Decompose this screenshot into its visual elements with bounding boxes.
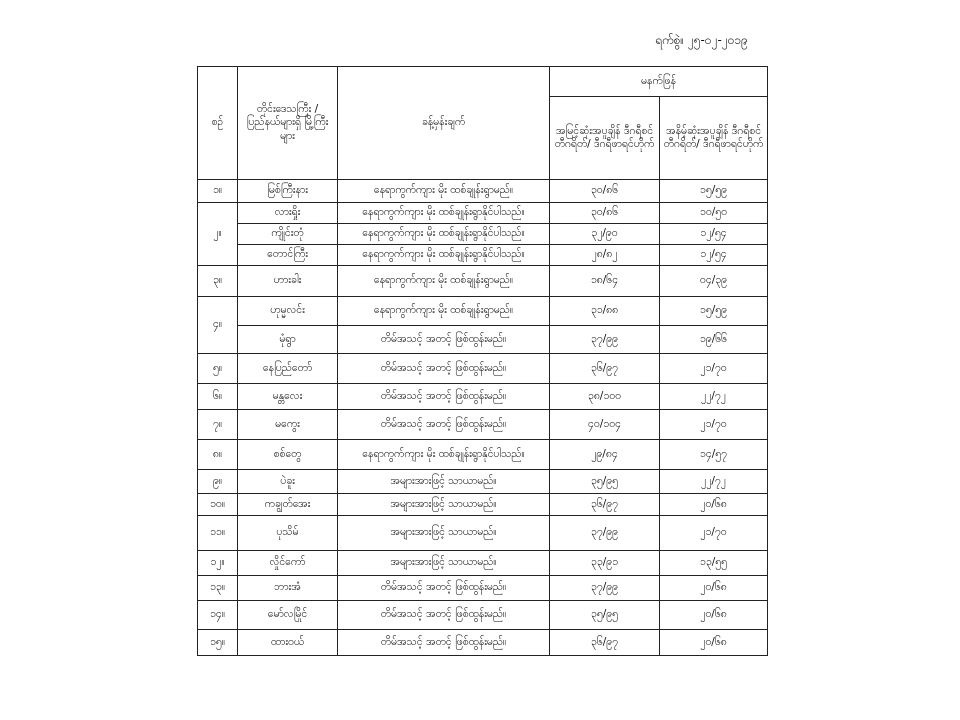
max-temperature: ၃၆/၉၇ — [550, 354, 660, 384]
table-row — [198, 384, 768, 410]
max-temperature: ၁၈/၆၄ — [550, 266, 660, 297]
table-row — [198, 354, 768, 384]
max-temperature: ၃၅/၉၅ — [550, 470, 660, 494]
city-name: မြစ်ကြီးနား — [238, 180, 338, 203]
city-name: နေပြည်တော် — [238, 354, 338, 384]
max-temperature: ၃၂/၉၀ — [550, 224, 660, 245]
city-name: မကွေး — [238, 410, 338, 440]
max-temperature: ၂၈/၈၂ — [550, 245, 660, 266]
min-temperature: ၁၀/၅၀ — [660, 203, 768, 224]
header-region: တိုင်းဒေသကြီး / ပြည်နယ်များရှိ မြို့ကြီးများ — [238, 67, 338, 180]
min-temperature: ၁၉/၆၆ — [660, 326, 768, 354]
row-number: ၄။ — [198, 297, 238, 354]
max-temperature: ၃၈/၁၀၀ — [550, 384, 660, 410]
forecast-text: အများအားဖြင့် သာယာမည်။ — [338, 551, 550, 576]
min-temperature: ၂၀/၆၈ — [660, 601, 768, 630]
city-name: ဘားအံ — [238, 576, 338, 601]
table-body — [198, 180, 768, 656]
city-name: တောင်ကြီး — [238, 245, 338, 266]
row-number: ၁၂။ — [198, 551, 238, 576]
forecast-text: နေရာကွက်ကျား မိုး ထစ်ချုန်းရွာနိုင်ပါသည်။ — [338, 245, 550, 266]
forecast-text: နေရာကွက်ကျား မိုး ထစ်ချုန်းရွာမည်။ — [338, 180, 550, 203]
row-number: ၇။ — [198, 410, 238, 440]
forecast-text: တိမ်အသင့် အတင့် ဖြစ်ထွန်းမည်။ — [338, 410, 550, 440]
table-row — [198, 297, 768, 326]
city-name: လှိုင်ကော် — [238, 551, 338, 576]
forecast-text: တိမ်အသင့် အတင့် ဖြစ်ထွန်းမည်။ — [338, 576, 550, 601]
header-max-temp: အမြင့်ဆုံးအပူချိန် ဒီဂရီစင်တီဂရိတ်/ ဒီဂရီဖာရင်ဟိုက် — [550, 97, 660, 180]
forecast-text: အများအားဖြင့် သာယာမည်။ — [338, 516, 550, 551]
table-header — [198, 67, 768, 180]
max-temperature: ၃၀/၈၆ — [550, 180, 660, 203]
header-tomorrow: မနက်ဖြန် — [550, 67, 768, 97]
city-name: ဟုမ္မလင်း — [238, 297, 338, 326]
forecast-text: နေရာကွက်ကျား မိုး ထစ်ချုန်းရွာနိုင်ပါသည်။ — [338, 224, 550, 245]
min-temperature: ၁၃/၅၅ — [660, 551, 768, 576]
min-temperature: ၁၄/၅၇ — [660, 440, 768, 470]
max-temperature: ၃၇/၉၉ — [550, 576, 660, 601]
table-row — [198, 601, 768, 630]
city-name: ကချွတ်အေး — [238, 494, 338, 516]
city-name: ဟားခါး — [238, 266, 338, 297]
row-number: ၃။ — [198, 266, 238, 297]
city-name: ပုသိမ် — [238, 516, 338, 551]
row-number: ၉။ — [198, 470, 238, 494]
min-temperature: ၂၀/၆၈ — [660, 494, 768, 516]
forecast-text: အများအားဖြင့် သာယာမည်။ — [338, 470, 550, 494]
table-row — [198, 266, 768, 297]
table-row — [198, 630, 768, 656]
forecast-text: တိမ်အသင့် အတင့် ဖြစ်ထွန်းမည်။ — [338, 601, 550, 630]
min-temperature: ၀၄/၃၉ — [660, 266, 768, 297]
forecast-text: တိမ်အသင့် အတင့် ဖြစ်ထွန်းမည်။ — [338, 326, 550, 354]
row-number: ၁၃။ — [198, 576, 238, 601]
min-temperature: ၂၂/၇၂ — [660, 384, 768, 410]
row-number: ၂။ — [198, 203, 238, 266]
table-row — [198, 440, 768, 470]
header-forecast: ခန့်မှန်းချက် — [338, 67, 550, 180]
city-name: မော်လမြိုင် — [238, 601, 338, 630]
table-row — [198, 470, 768, 494]
max-temperature: ၃၃/၉၁ — [550, 551, 660, 576]
min-temperature: ၁၂/၅၄ — [660, 224, 768, 245]
max-temperature: ၃၀/၈၆ — [550, 203, 660, 224]
table-row — [198, 551, 768, 576]
min-temperature: ၂၁/၇၀ — [660, 410, 768, 440]
max-temperature: ၃၁/၈၈ — [550, 297, 660, 326]
min-temperature: ၂၀/၆၈ — [660, 630, 768, 656]
row-number: ၆။ — [198, 384, 238, 410]
forecast-text: အများအားဖြင့် သာယာမည်။ — [338, 494, 550, 516]
header-no: စဉ် — [198, 67, 238, 180]
city-name: စစ်တွေ — [238, 440, 338, 470]
city-name: ပဲခူး — [238, 470, 338, 494]
table-row — [198, 516, 768, 551]
row-number: ၅။ — [198, 354, 238, 384]
min-temperature: ၂၀/၆၈ — [660, 576, 768, 601]
table-row — [198, 224, 768, 245]
table-row — [198, 180, 768, 203]
row-number: ၁၁။ — [198, 516, 238, 551]
max-temperature: ၃၆/၉၇ — [550, 630, 660, 656]
table-row — [198, 326, 768, 354]
city-name: မန္တလေး — [238, 384, 338, 410]
city-name: ကျိုင်းတုံ — [238, 224, 338, 245]
forecast-text: တိမ်အသင့် အတင့် ဖြစ်ထွန်းမည်။ — [338, 354, 550, 384]
row-number: ၁၅။ — [198, 630, 238, 656]
forecast-text: တိမ်အသင့် အတင့် ဖြစ်ထွန်းမည်။ — [338, 384, 550, 410]
row-number: ၁။ — [198, 180, 238, 203]
min-temperature: ၂၁/၇၀ — [660, 354, 768, 384]
table-row — [198, 410, 768, 440]
min-temperature: ၁၅/၅၉ — [660, 180, 768, 203]
row-number: ၁၀။ — [198, 494, 238, 516]
row-number: ၈။ — [198, 440, 238, 470]
table-row — [198, 245, 768, 266]
min-temperature: ၂၁/၇၀ — [660, 516, 768, 551]
document-date: ရက်စွဲ။ ၂၅-၀၂-၂၀၁၉ — [655, 33, 748, 47]
table-row — [198, 494, 768, 516]
min-temperature: ၁၂/၅၄ — [660, 245, 768, 266]
forecast-text: နေရာကွက်ကျား မိုး ထစ်ချုန်းရွာမည်။ — [338, 297, 550, 326]
forecast-text: နေရာကွက်ကျား မိုး ထစ်ချုန်းရွာနိုင်ပါသည်။ — [338, 203, 550, 224]
row-number: ၁၄။ — [198, 601, 238, 630]
min-temperature: ၁၅/၅၉ — [660, 297, 768, 326]
min-temperature: ၂၂/၇၂ — [660, 470, 768, 494]
forecast-text: တိမ်အသင့် အတင့် ဖြစ်ထွန်းမည်။ — [338, 630, 550, 656]
city-name: မုံရွာ — [238, 326, 338, 354]
max-temperature: ၃၆/၉၇ — [550, 494, 660, 516]
city-name: လားရှိုး — [238, 203, 338, 224]
table-row — [198, 203, 768, 224]
max-temperature: ၃၇/၉၉ — [550, 516, 660, 551]
max-temperature: ၄၀/၁၀၄ — [550, 410, 660, 440]
max-temperature: ၂၉/၈၄ — [550, 440, 660, 470]
header-min-temp: အနိမ့်ဆုံးအပူချိန် ဒီဂရီစင်တီဂရိတ်/ ဒီဂရီဖာရင်ဟိုက် — [660, 97, 768, 180]
max-temperature: ၃၅/၉၅ — [550, 601, 660, 630]
weather-forecast-table — [197, 66, 768, 656]
forecast-text: နေရာကွက်ကျား မိုး ထစ်ချုန်းရွာမည်။ — [338, 266, 550, 297]
city-name: ထားဝယ် — [238, 630, 338, 656]
table-row — [198, 576, 768, 601]
max-temperature: ၃၇/၉၉ — [550, 326, 660, 354]
forecast-text: နေရာကွက်ကျား မိုး ထစ်ချုန်းရွာနိုင်ပါသည်။ — [338, 440, 550, 470]
